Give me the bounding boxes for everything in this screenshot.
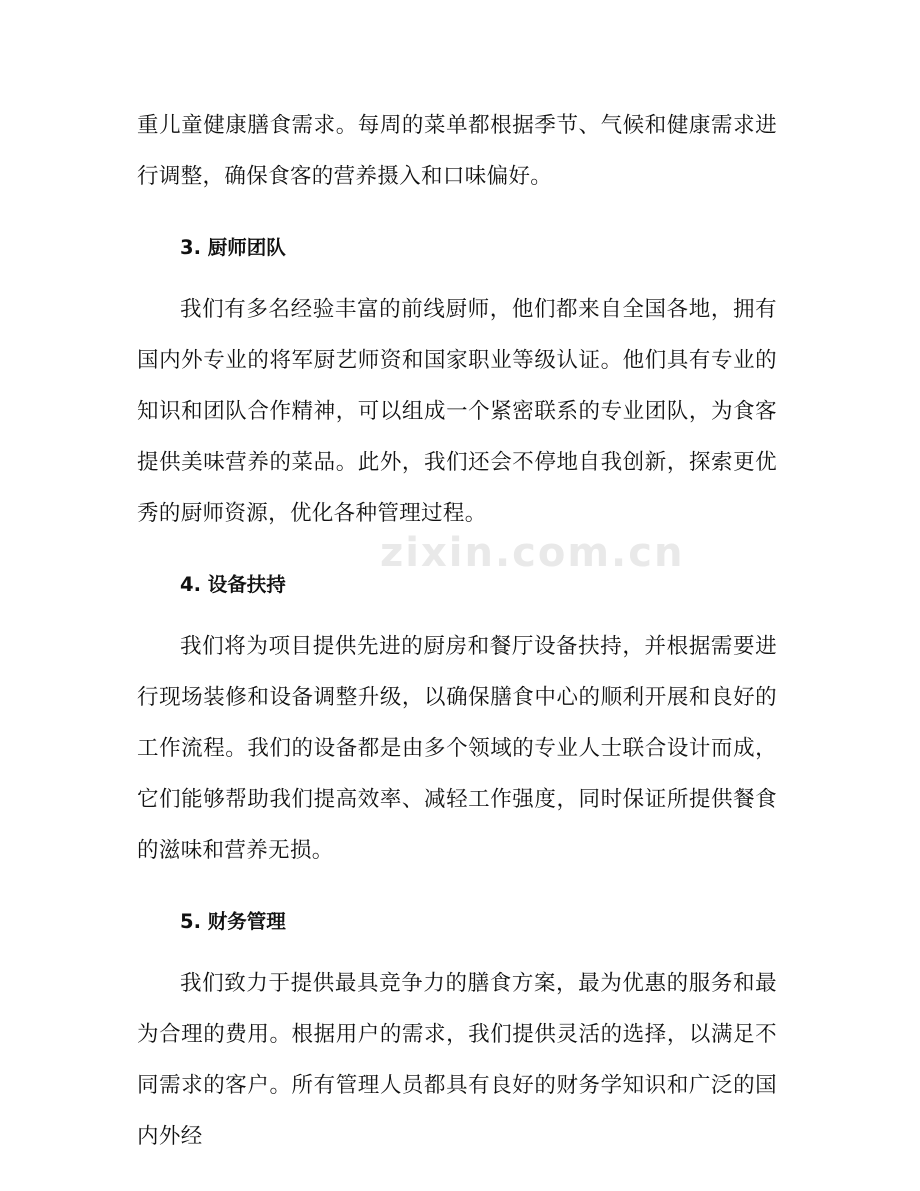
heading-chef-team: 3. 厨师团队 xyxy=(180,236,286,259)
paragraph-equipment-support: 我们将为项目提供先进的厨房和餐厅设备扶持，并根据需要进行现场装修和设备调整升级，以确保膳食中心的顺利开展和良好的工作流程。我们的设备都是由多个领域的专业人士联合设计而成，它们能够帮助我们提高效率、减轻工作强度，同时保证所提供餐食的滋味和营养无损。 xyxy=(137,634,777,863)
paragraph-menu-adjustment: 重儿童健康膳食需求。每周的菜单都根据季节、气候和健康需求进行调整，确保食客的营养摄入和口味偏好。 xyxy=(137,113,777,189)
document-body xyxy=(137,100,777,1162)
heading-financial-management: 5. 财务管理 xyxy=(180,910,286,933)
watermark: zixin.com.cn xyxy=(380,530,685,576)
paragraph-chef-team: 我们有多名经验丰富的前线厨师，他们都来自全国各地，拥有国内外专业的将军厨艺师资和国家职业等级认证。他们具有专业的知识和团队合作精神，可以组成一个紧密联系的专业团队，为食客提供美味营养的菜品。此外，我们还会不停地自我创新，探索更优秀的厨师资源，优化各种管理过程。 xyxy=(137,297,777,526)
paragraph-financial-management: 我们致力于提供最具竞争力的膳食方案，最为优惠的服务和最为合理的费用。根据用户的需求，我们提供灵活的选择，以满足不同需求的客户。所有管理人员都具有良好的财务学知识和广泛的国内外经 xyxy=(137,971,777,1149)
heading-equipment-support: 4. 设备扶持 xyxy=(180,573,286,596)
